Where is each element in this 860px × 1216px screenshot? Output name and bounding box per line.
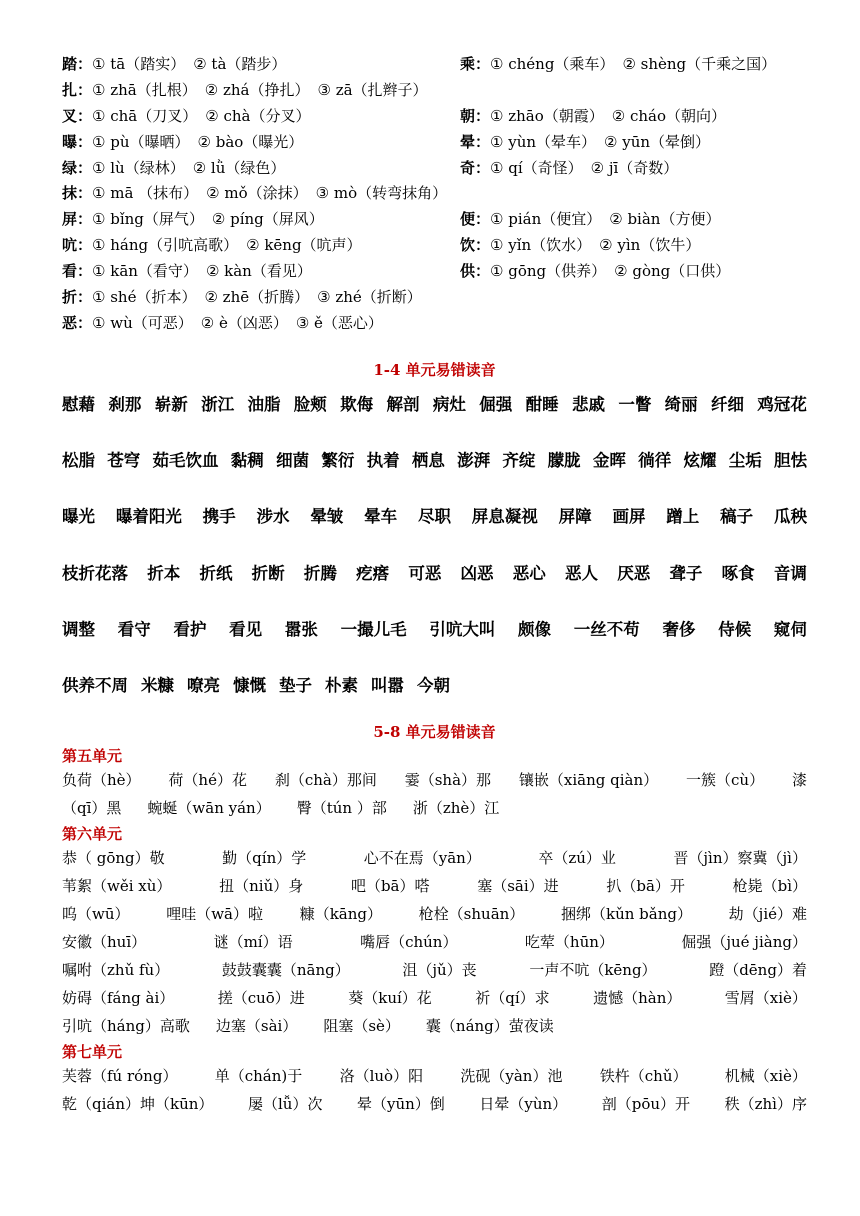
word: 崭新 xyxy=(154,394,188,414)
pronunciation-line xyxy=(62,1091,807,1119)
polyphonic-char: 屏： xyxy=(62,210,93,229)
polyphonic-entry xyxy=(62,207,324,233)
pronunciation-item: 一簇（cù） xyxy=(686,770,765,789)
polyphonic-row xyxy=(62,78,807,104)
reading: ① chéng（乘车） xyxy=(490,55,615,73)
pronunciation-item: 囊（náng）萤夜读 xyxy=(425,1016,554,1035)
polyphonic-row xyxy=(62,130,807,156)
word: 厌恶 xyxy=(617,563,651,583)
word: 解剖 xyxy=(386,394,420,414)
section-1-4-word-list xyxy=(62,395,807,733)
pronunciation-item: 吃荤（hūn） xyxy=(524,932,614,951)
polyphonic-row xyxy=(62,104,807,130)
reading: ② è（凶恶） xyxy=(200,313,288,332)
reading: ② shèng（千乘之国） xyxy=(622,55,777,73)
word: 绮丽 xyxy=(664,394,698,414)
unit-label: 第七单元 xyxy=(62,1042,123,1061)
pronunciation-item: 心不在焉（yān） xyxy=(363,848,481,867)
pronunciation-line xyxy=(62,985,807,1013)
reading: ② kēng（吭声） xyxy=(246,236,362,255)
reading: ② chà（分叉） xyxy=(205,106,311,125)
reading: ③ zhé（折断） xyxy=(317,288,422,307)
unit-pronunciations xyxy=(62,1063,807,1119)
reading: ② cháo（朝向） xyxy=(611,106,727,125)
reading: ① chā（刀叉） xyxy=(92,106,198,125)
word: 凶恶 xyxy=(460,563,494,583)
word: 茹毛饮血 xyxy=(152,451,219,471)
reading: ① pián（便宜） xyxy=(490,210,602,229)
word-line xyxy=(62,620,807,676)
pronunciation-item: 扭（niǔ）身 xyxy=(219,876,304,895)
word: 执着 xyxy=(366,451,400,471)
pronunciation-item: 吧（bā）嗒 xyxy=(350,876,430,895)
pronunciation-item: 恭（ gōng）敬 xyxy=(62,848,165,867)
pronunciation-item: 扒（bā）开 xyxy=(606,876,685,895)
pronunciation-item: 镶嵌（xiāng qiàn） xyxy=(518,770,659,789)
polyphonic-entry xyxy=(460,156,678,182)
reading: ① lù（绿林） xyxy=(92,158,185,177)
word: 鸡冠花 xyxy=(757,394,807,414)
word: 齐绽 xyxy=(502,451,536,471)
word-line xyxy=(62,451,807,507)
reading: ① wù（可恶） xyxy=(92,313,193,332)
word: 折本 xyxy=(147,563,181,583)
reading: ① gōng（供养） xyxy=(490,262,607,281)
word: 恶人 xyxy=(564,563,598,583)
word: 松脂 xyxy=(62,451,95,471)
word: 晕皱 xyxy=(310,507,344,527)
reading: ① yùn（晕车） xyxy=(490,132,597,151)
reading: ② bào（曝光） xyxy=(197,132,304,151)
reading: ② píng（屏风） xyxy=(211,210,324,229)
pronunciation-item: 妨碍（fáng ài） xyxy=(62,988,175,1007)
word: 米糠 xyxy=(141,676,174,696)
word: 曝着阳光 xyxy=(115,507,182,527)
word: 黏稠 xyxy=(230,451,264,471)
word: 调整 xyxy=(62,619,95,639)
reading: ① háng（引吭高歌） xyxy=(92,236,239,255)
pronunciation-item: 劫（jié）难 xyxy=(728,904,807,923)
word: 徜徉 xyxy=(638,451,672,471)
polyphonic-row xyxy=(62,233,807,259)
pronunciation-item: 遗憾（hàn） xyxy=(593,988,682,1007)
word: 曝光 xyxy=(62,507,95,527)
word: 瓜秧 xyxy=(773,507,807,527)
pronunciation-item: 搓（cuō）进 xyxy=(217,988,305,1007)
reading: ② tà（踏步） xyxy=(193,55,287,73)
polyphonic-row xyxy=(62,259,807,285)
polyphonic-char: 恶： xyxy=(62,313,93,332)
pronunciation-item: 漆 xyxy=(791,770,807,789)
pronunciation-item: 谜（mí）语 xyxy=(213,932,293,951)
section-5-8-title: 5-8 单元易错读音 xyxy=(373,722,496,741)
polyphonic-char: 供： xyxy=(460,262,491,281)
word: 今朝 xyxy=(417,676,450,696)
pronunciation-item: 呜（wū） xyxy=(62,904,130,923)
pronunciation-item: 枪栓（shuān） xyxy=(418,904,525,923)
polyphonic-row xyxy=(62,52,807,78)
polyphonic-entry xyxy=(460,104,726,130)
word: 屏息凝视 xyxy=(471,507,538,527)
reading: ① shé（折本） xyxy=(92,288,197,307)
reading: ② zhá（挣扎） xyxy=(204,80,310,99)
pronunciation-item: 枪毙（bì） xyxy=(732,876,807,895)
word: 炫耀 xyxy=(683,451,717,471)
pronunciation-item: 晕（yūn）倒 xyxy=(357,1094,445,1113)
polyphonic-row xyxy=(62,311,807,337)
pronunciation-item: 边塞（sài） xyxy=(215,1016,298,1035)
polyphonic-char: 乘： xyxy=(460,55,491,73)
polyphonic-row xyxy=(62,285,807,311)
pronunciation-line xyxy=(62,957,807,985)
word: 悲戚 xyxy=(571,394,605,414)
pronunciation-item: 霎（shà）那 xyxy=(404,770,492,789)
polyphonic-char: 叉： xyxy=(62,106,93,125)
word: 折断 xyxy=(251,563,285,583)
polyphonic-list xyxy=(62,52,807,337)
word: 脸颊 xyxy=(293,394,327,414)
pronunciation-item: 鼓鼓囊囊（nāng） xyxy=(221,960,350,979)
word: 稿子 xyxy=(720,507,754,527)
polyphonic-entry xyxy=(460,207,720,233)
word-line xyxy=(62,507,807,563)
word: 慷慨 xyxy=(233,676,266,696)
word: 垫子 xyxy=(279,676,312,696)
word: 苍穹 xyxy=(107,451,141,471)
pronunciation-item: 嘱咐（zhǔ fù） xyxy=(62,960,170,979)
pronunciation-line xyxy=(62,929,807,957)
word: 胆怯 xyxy=(773,451,807,471)
pronunciation-item: 祈（qí）求 xyxy=(475,988,550,1007)
word-line xyxy=(62,564,807,620)
word: 供养不周 xyxy=(62,676,128,696)
word: 病灶 xyxy=(432,394,466,414)
reading: ② mǒ（涂抹） xyxy=(206,184,308,203)
reading: ③ ě（恶心） xyxy=(295,313,383,332)
word: 嘹亮 xyxy=(187,676,220,696)
word: 折腾 xyxy=(303,563,337,583)
pronunciation-item: 芙蓉（fú róng） xyxy=(62,1066,178,1085)
word: 尘垢 xyxy=(728,451,762,471)
pronunciation-item: 蹬（dēng）着 xyxy=(709,960,807,979)
word: 油脂 xyxy=(247,394,281,414)
reading: ② jī（奇数） xyxy=(590,158,679,177)
reading: ① zhāo（朝霞） xyxy=(490,106,604,125)
reading: ② yìn（饮牛） xyxy=(599,236,701,255)
pronunciation-item: 日晕（yùn） xyxy=(479,1094,568,1113)
word: 侍候 xyxy=(718,619,752,639)
polyphonic-char: 看： xyxy=(62,262,93,281)
polyphonic-char: 抹： xyxy=(62,184,93,203)
polyphonic-char: 饮： xyxy=(460,236,491,255)
word: 栖息 xyxy=(411,451,445,471)
word: 一瞥 xyxy=(618,394,652,414)
word: 蹭上 xyxy=(666,507,700,527)
pronunciation-item: 嘴唇（chún） xyxy=(360,932,458,951)
pronunciation-item: 洛（luò）阳 xyxy=(339,1066,424,1085)
reading: ③ zā（扎辫子） xyxy=(317,80,428,99)
reading: ② yūn（晕倒） xyxy=(604,132,711,151)
pronunciation-item: 安徽（huī） xyxy=(62,932,147,951)
word: 刹那 xyxy=(108,394,142,414)
reading: ① tā（踏实） xyxy=(92,55,186,73)
study-sheet xyxy=(62,52,807,1119)
word: 浙江 xyxy=(201,394,235,414)
word: 窥伺 xyxy=(773,619,807,639)
word: 一撮儿毛 xyxy=(340,619,407,639)
polyphonic-entry xyxy=(62,130,303,156)
word: 倔强 xyxy=(479,394,513,414)
polyphonic-entry xyxy=(62,259,312,285)
reading: ① mā （抹布） xyxy=(92,184,199,203)
polyphonic-char: 便： xyxy=(460,210,491,229)
word: 枝折花落 xyxy=(62,563,128,583)
pronunciation-item: 铁杵（chǔ） xyxy=(599,1066,688,1085)
word: 一丝不苟 xyxy=(573,619,640,639)
pronunciation-item: 负荷（hè） xyxy=(62,770,141,789)
word: 音调 xyxy=(773,563,807,583)
polyphonic-entry xyxy=(62,285,422,311)
reading: ③ mò（转弯抹角） xyxy=(315,184,448,203)
polyphonic-char: 奇： xyxy=(460,158,491,177)
word: 啄食 xyxy=(721,563,755,583)
pronunciation-line xyxy=(62,1063,807,1091)
pronunciation-item: 洗砚（yàn）池 xyxy=(460,1066,563,1085)
pronunciation-item: 葵（kuí）花 xyxy=(348,988,432,1007)
polyphonic-row xyxy=(62,156,807,182)
word: 欺侮 xyxy=(340,394,374,414)
reading: ② kàn（看见） xyxy=(205,262,312,281)
polyphonic-char: 晕： xyxy=(460,132,491,151)
reading: ① pù（曝晒） xyxy=(92,132,190,151)
polyphonic-char: 曝： xyxy=(62,132,93,151)
word: 看护 xyxy=(173,619,207,639)
pronunciation-item: （qī）黑 xyxy=(62,798,122,817)
pronunciation-item: 捆绑（kǔn bǎng） xyxy=(560,904,692,923)
polyphonic-char: 踏： xyxy=(62,55,93,73)
pronunciation-item: 刹（chà）那间 xyxy=(274,770,377,789)
pronunciation-item: 剖（pōu）开 xyxy=(601,1094,691,1113)
pronunciation-item: 晋（jìn）察冀（jì） xyxy=(673,848,807,867)
unit-pronunciations xyxy=(62,845,807,1041)
word: 细菌 xyxy=(276,451,310,471)
word: 涉水 xyxy=(256,507,290,527)
pronunciation-item: 卒（zú）业 xyxy=(538,848,616,867)
reading: ② gòng（口供） xyxy=(614,262,731,281)
word: 繁衍 xyxy=(321,451,355,471)
word: 朴素 xyxy=(325,676,358,696)
polyphonic-entry xyxy=(62,104,310,130)
unit-label: 第六单元 xyxy=(62,824,123,843)
reading: ① kān（看守） xyxy=(92,262,198,281)
word-line xyxy=(62,395,807,451)
pronunciation-line xyxy=(62,795,807,823)
unit-pronunciations xyxy=(62,767,807,823)
pronunciation-item: 倔强（jué jiàng） xyxy=(681,932,807,951)
word: 尽职 xyxy=(417,507,451,527)
polyphonic-entry xyxy=(62,181,447,207)
pronunciation-item: 浙（zhè）江 xyxy=(412,798,500,817)
word: 奢侈 xyxy=(662,619,696,639)
pronunciation-item: 乾（qián）坤（kūn） xyxy=(62,1094,214,1113)
pronunciation-item: 单（chán)于 xyxy=(214,1066,303,1085)
pronunciation-item: 屡（lǚ）次 xyxy=(247,1094,323,1113)
word: 叫嚣 xyxy=(371,676,404,696)
word: 折纸 xyxy=(199,563,233,583)
reading: ① bǐng（屏气） xyxy=(92,210,204,229)
pronunciation-item: 沮（jǔ）丧 xyxy=(402,960,477,979)
polyphonic-entry xyxy=(62,233,362,259)
word: 屏障 xyxy=(558,507,592,527)
word: 疙瘩 xyxy=(356,563,390,583)
word: 嚣张 xyxy=(284,619,318,639)
section-5-8-units xyxy=(62,745,807,1119)
pronunciation-line xyxy=(62,873,807,901)
word: 晕车 xyxy=(364,507,398,527)
pronunciation-item: 蜿蜒（wān yán） xyxy=(147,798,271,817)
word: 酣睡 xyxy=(525,394,559,414)
polyphonic-char: 绿： xyxy=(62,158,93,177)
pronunciation-item: 秩（zhì）序 xyxy=(724,1094,807,1113)
reading: ② biàn（方便） xyxy=(609,210,721,229)
pronunciation-line xyxy=(62,767,807,795)
word: 聋子 xyxy=(669,563,703,583)
polyphonic-entry xyxy=(62,156,285,182)
word: 可恶 xyxy=(408,563,442,583)
word: 看守 xyxy=(117,619,151,639)
polyphonic-char: 朝： xyxy=(460,106,491,125)
word: 颇像 xyxy=(518,619,552,639)
pronunciation-line xyxy=(62,1013,807,1041)
reading: ① yǐn（饮水） xyxy=(490,236,592,255)
pronunciation-item: 臀（tún ）部 xyxy=(296,798,387,817)
polyphonic-char: 扎： xyxy=(62,80,93,99)
word: 携手 xyxy=(202,507,236,527)
polyphonic-entry xyxy=(62,78,428,104)
section-1-4-title: 1-4 单元易错读音 xyxy=(373,360,496,379)
polyphonic-entry xyxy=(460,52,776,78)
word: 纤细 xyxy=(711,394,745,414)
pronunciation-item: 阻塞（sè） xyxy=(323,1016,400,1035)
word: 恶心 xyxy=(512,563,546,583)
word: 金晖 xyxy=(592,451,626,471)
word: 画屏 xyxy=(612,507,646,527)
reading: ② lǜ（绿色） xyxy=(192,158,286,177)
word: 澎湃 xyxy=(457,451,491,471)
pronunciation-item: 糠（kāng） xyxy=(299,904,382,923)
polyphonic-entry xyxy=(62,52,286,78)
pronunciation-item: 勤（qín）学 xyxy=(222,848,307,867)
pronunciation-item: 机械（xiè） xyxy=(724,1066,807,1085)
pronunciation-item: 哩哇（wā）啦 xyxy=(166,904,263,923)
polyphonic-char: 折： xyxy=(62,288,93,307)
polyphonic-entry xyxy=(460,130,710,156)
pronunciation-item: 荷（hé）花 xyxy=(168,770,247,789)
polyphonic-entry xyxy=(460,259,730,285)
polyphonic-entry xyxy=(460,233,700,259)
word: 朦胧 xyxy=(547,451,581,471)
pronunciation-item: 雪屑（xiè） xyxy=(724,988,807,1007)
polyphonic-char: 吭： xyxy=(62,236,93,255)
reading: ① qí（奇怪） xyxy=(490,158,583,177)
reading: ② zhē（折腾） xyxy=(204,288,310,307)
polyphonic-entry xyxy=(62,311,383,337)
pronunciation-line xyxy=(62,845,807,873)
pronunciation-item: 塞（sāi）进 xyxy=(477,876,559,895)
polyphonic-row xyxy=(62,207,807,233)
pronunciation-item: 一声不吭（kēng） xyxy=(529,960,657,979)
polyphonic-row xyxy=(62,181,807,207)
reading: ① zhā（扎根） xyxy=(92,80,197,99)
word: 看见 xyxy=(229,619,263,639)
pronunciation-item: 苇絮（wěi xù） xyxy=(62,876,172,895)
pronunciation-item: 引吭（háng）高歌 xyxy=(62,1016,190,1035)
word: 引吭大叫 xyxy=(429,619,496,639)
pronunciation-line xyxy=(62,901,807,929)
word: 慰藉 xyxy=(62,394,95,414)
unit-label: 第五单元 xyxy=(62,746,123,765)
